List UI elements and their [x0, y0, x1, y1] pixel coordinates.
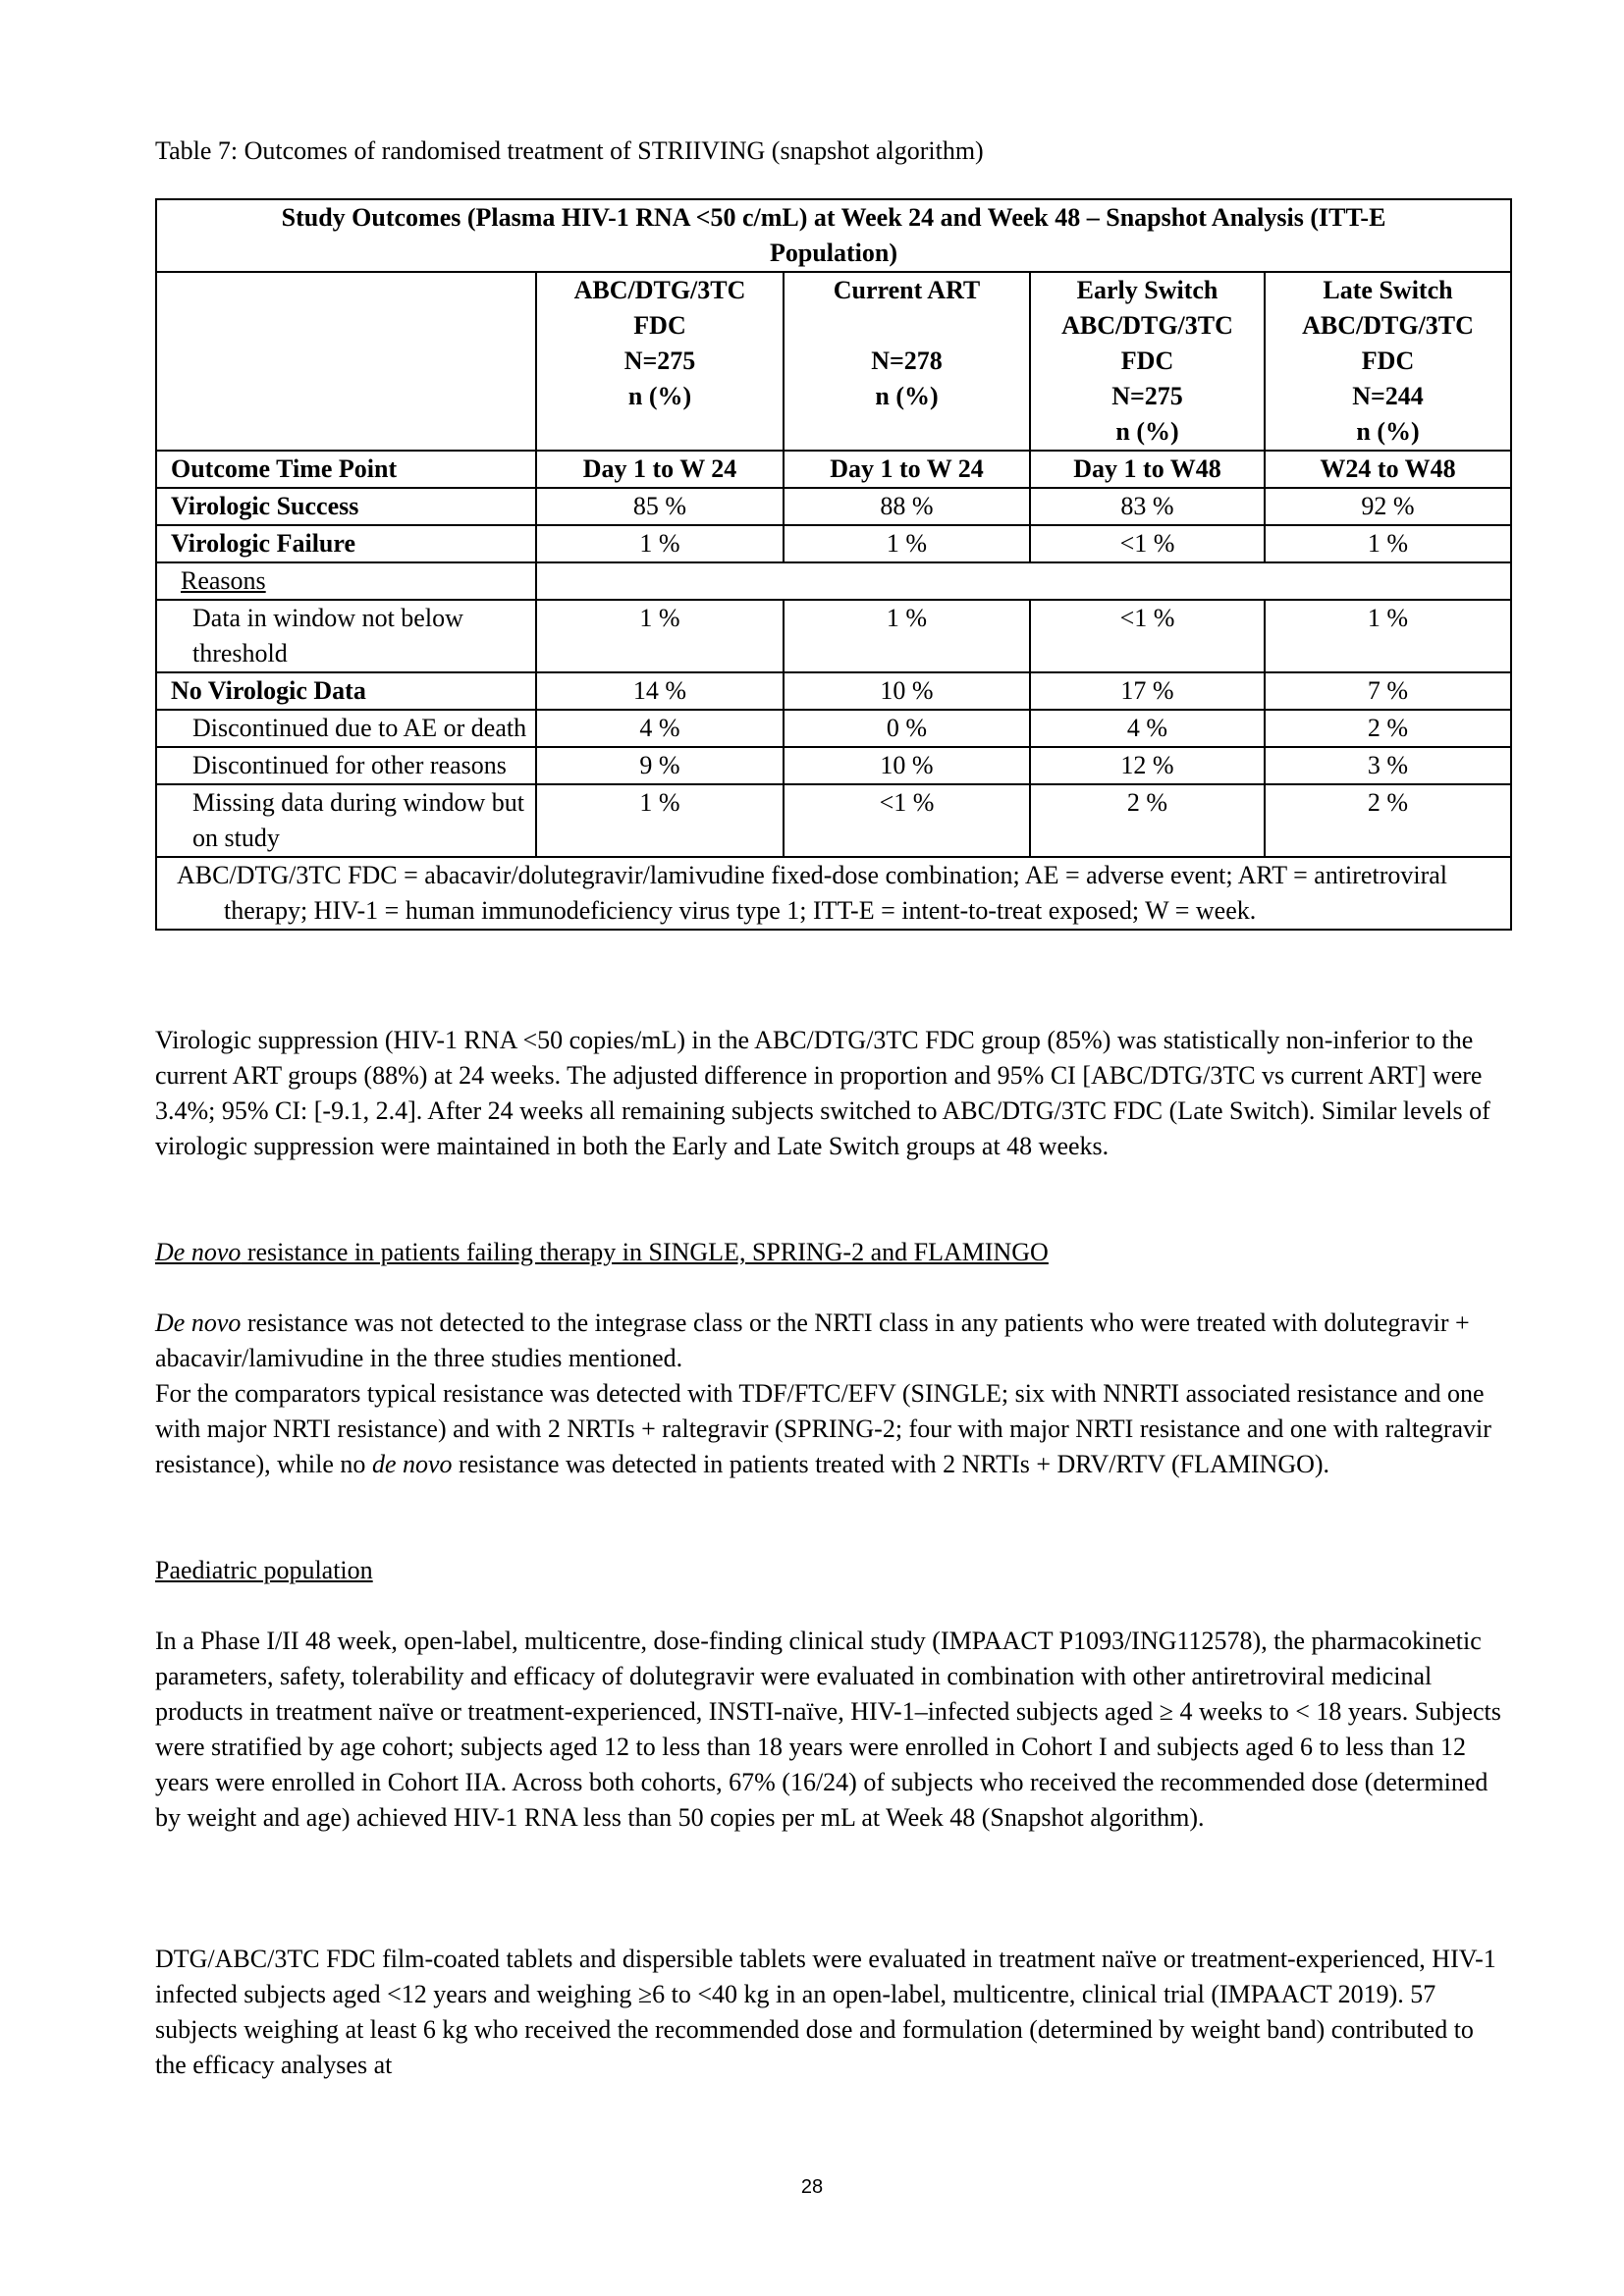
- column-header-line: n (%): [875, 382, 939, 410]
- value-cell: 2 %: [1265, 710, 1511, 747]
- row-label: Discontinued for other reasons: [156, 747, 536, 784]
- column-header-line: ABC/DTG/3TC: [1302, 311, 1474, 340]
- value-cell: 12 %: [1030, 747, 1265, 784]
- row-label: [156, 562, 536, 600]
- column-header-line: N=278: [871, 347, 943, 375]
- column-header-row: [156, 272, 1511, 451]
- column-header-line: ABC/DTG/3TC: [1061, 311, 1233, 340]
- value-cell: 4 %: [1030, 710, 1265, 747]
- outcomes-table: [155, 198, 1512, 931]
- table-row: [156, 562, 1511, 600]
- paragraph-comparators: [155, 1376, 1510, 1482]
- table-footnote-row: [156, 857, 1511, 930]
- column-header: [784, 272, 1030, 451]
- heading-text: resistance in patients failing therapy in SINGLE, SPRING-2 and FLAMINGO: [241, 1238, 1049, 1266]
- value-cell: 1 %: [784, 525, 1030, 562]
- value-cell: 1 %: [536, 600, 784, 672]
- value-cell: 1 %: [784, 600, 1030, 672]
- column-header-line: FDC: [633, 311, 686, 340]
- column-header-line: Current ART: [833, 276, 981, 304]
- heading-text: Paediatric population: [155, 1556, 373, 1584]
- column-header-line: FDC: [1361, 347, 1415, 375]
- table-row: [156, 672, 1511, 710]
- column-header: [536, 272, 784, 451]
- time-point-row: [156, 451, 1511, 488]
- time-point-cell: W24 to W48: [1265, 451, 1511, 488]
- value-cell: 1 %: [1265, 600, 1511, 672]
- value-cell: <1 %: [1030, 600, 1265, 672]
- column-header-line: [790, 308, 1023, 344]
- column-header-line: n (%): [1115, 417, 1179, 446]
- column-header-line: N=244: [1352, 382, 1424, 410]
- column-header-line: n (%): [627, 382, 692, 410]
- row-label: No Virologic Data: [156, 672, 536, 710]
- time-point-cell: Day 1 to W 24: [784, 451, 1030, 488]
- paragraph-impaact-p1093: In a Phase I/II 48 week, open-label, multicentre, dose-finding clinical study (IMPAACT P1093/ING112578), the pharmacokinetic parameters, safety, tolerability and efficacy of dolutegravir were evaluated in combination with other antiretroviral medicinal products in treatment naïve or treatment-experienced, INSTI-naïve, HIV-1–infected subjects aged ≥ 4 weeks to < 18 years. Subjects were stratified by age cohort; subjects aged 12 to less than 18 years were enrolled in Cohort I and subjects aged 6 to less than 12 years were enrolled in Cohort IIA. Across both cohorts, 67% (16/24) of subjects who received the recommended dose (determined by weight and age) achieved HIV-1 RNA less than 50 copies per mL at Week 48 (Snapshot algorithm).: [155, 1627, 1501, 1832]
- value-cell: 10 %: [784, 747, 1030, 784]
- value-cell: <1 %: [784, 784, 1030, 857]
- table-caption: Table 7: Outcomes of randomised treatment of STRIIVING (snapshot algorithm): [155, 136, 984, 165]
- column-header-line: n (%): [1356, 417, 1420, 446]
- value-cell: 3 %: [1265, 747, 1511, 784]
- column-header: [1030, 272, 1265, 451]
- value-cell: 1 %: [536, 784, 784, 857]
- value-cell: 7 %: [1265, 672, 1511, 710]
- time-point-cell: Day 1 to W48: [1030, 451, 1265, 488]
- paragraph-impaact-2019: DTG/ABC/3TC FDC film-coated tablets and dispersible tablets were evaluated in treatment naïve or treatment-experienced, HIV-1 infected subjects aged <12 years and weighing ≥6 to <40 kg in an open-label, multicentre, clinical trial (IMPAACT 2019). 57 subjects weighing at least 6 kg who received the recommended dose and formulation (determined by weight band) contributed to the efficacy analyses at: [155, 1945, 1496, 2079]
- column-header-line: FDC: [1120, 347, 1174, 375]
- table-row: [156, 488, 1511, 525]
- value-cell: 10 %: [784, 672, 1030, 710]
- column-header-line: N=275: [1111, 382, 1183, 410]
- column-header-line: ABC/DTG/3TC: [573, 276, 746, 304]
- table-row: [156, 784, 1511, 857]
- column-header-line: Early Switch: [1076, 276, 1218, 304]
- paragraph-virologic-suppression: Virologic suppression (HIV-1 RNA <50 copies/mL) in the ABC/DTG/3TC FDC group (85%) was statistically non-inferior to the current ART groups (88%) at 24 weeks. The adjusted difference in proportion and 95% CI [ABC/DTG/3TC vs current ART] were 3.4%; 95% CI: [-9.1, 2.4]. After 24 weeks all remaining subjects switched to ABC/DTG/3TC FDC (Late Switch). Similar levels of virologic suppression were maintained in both the Early and Late Switch groups at 48 weeks.: [155, 1026, 1490, 1160]
- table-row: [156, 747, 1511, 784]
- value-cell: 4 %: [536, 710, 784, 747]
- table-footnote-cell: [156, 857, 1511, 930]
- row-label: Data in window not below threshold: [156, 600, 536, 672]
- value-cell: <1 %: [1030, 525, 1265, 562]
- table-row: [156, 525, 1511, 562]
- table-footnote: ABC/DTG/3TC FDC = abacavir/dolutegravir/lamivudine fixed-dose combination; AE = adverse event; ART = antiretroviral therapy; HIV-1 = human immunodeficiency virus type 1; ITT-E = intent-to-treat exposed; W = week.: [177, 861, 1447, 925]
- section-heading-de-novo: [155, 1235, 1510, 1270]
- value-cell: 17 %: [1030, 672, 1265, 710]
- row-label: Virologic Success: [156, 488, 536, 525]
- value-cell: 14 %: [536, 672, 784, 710]
- heading-italic: De novo: [155, 1238, 242, 1266]
- value-cell: 2 %: [1265, 784, 1511, 857]
- table-row: [156, 710, 1511, 747]
- column-header-line: N=275: [623, 347, 696, 375]
- value-cell: 85 %: [536, 488, 784, 525]
- reasons-label: Reasons: [181, 566, 266, 595]
- row-label: Missing data during window but on study: [156, 784, 536, 857]
- paragraph-text: resistance was detected in patients treated with 2 NRTIs + DRV/RTV (FLAMINGO).: [452, 1450, 1330, 1478]
- value-cell: 1 %: [1265, 525, 1511, 562]
- table-row: [156, 600, 1511, 672]
- paragraph-de-novo-resistance: [155, 1306, 1510, 1376]
- italic-text: De novo: [155, 1308, 242, 1337]
- column-header: [1265, 272, 1511, 451]
- column-header-line: Late Switch: [1323, 276, 1453, 304]
- value-cell: 92 %: [1265, 488, 1511, 525]
- paragraph-text: For the comparators typical resistance was detected with TDF/FTC/EFV (SINGLE; six with NNRTI associated resistance and one with major NRTI resistance) and with 2 NRTIs + raltegravir (SPRING-2; four with major NRTI resistance and one with raltegravir resistance), while no: [155, 1379, 1491, 1478]
- page-number: 28: [800, 2176, 824, 2198]
- value-cell: 0 %: [784, 710, 1030, 747]
- value-cell: 9 %: [536, 747, 784, 784]
- heading-underlined: [155, 1238, 1049, 1266]
- empty-cell: [536, 562, 1511, 600]
- row-label: Virologic Failure: [156, 525, 536, 562]
- value-cell: 2 %: [1030, 784, 1265, 857]
- section-heading-paediatric: [155, 1553, 1510, 1588]
- table-title: Study Outcomes (Plasma HIV-1 RNA <50 c/mL) at Week 24 and Week 48 – Snapshot Analysis (ITT-E Population): [156, 199, 1511, 272]
- value-cell: 83 %: [1030, 488, 1265, 525]
- italic-text: de novo: [371, 1450, 453, 1478]
- row-label: Outcome Time Point: [156, 451, 536, 488]
- table-title-row: [156, 199, 1511, 272]
- time-point-cell: Day 1 to W 24: [536, 451, 784, 488]
- value-cell: 1 %: [536, 525, 784, 562]
- row-label: Discontinued due to AE or death: [156, 710, 536, 747]
- value-cell: 88 %: [784, 488, 1030, 525]
- paragraph-text: resistance was not detected to the integrase class or the NRTI class in any patients who were treated with dolutegravir + abacavir/lamivudine in the three studies mentioned.: [155, 1308, 1470, 1372]
- header-empty-cell: [156, 272, 536, 451]
